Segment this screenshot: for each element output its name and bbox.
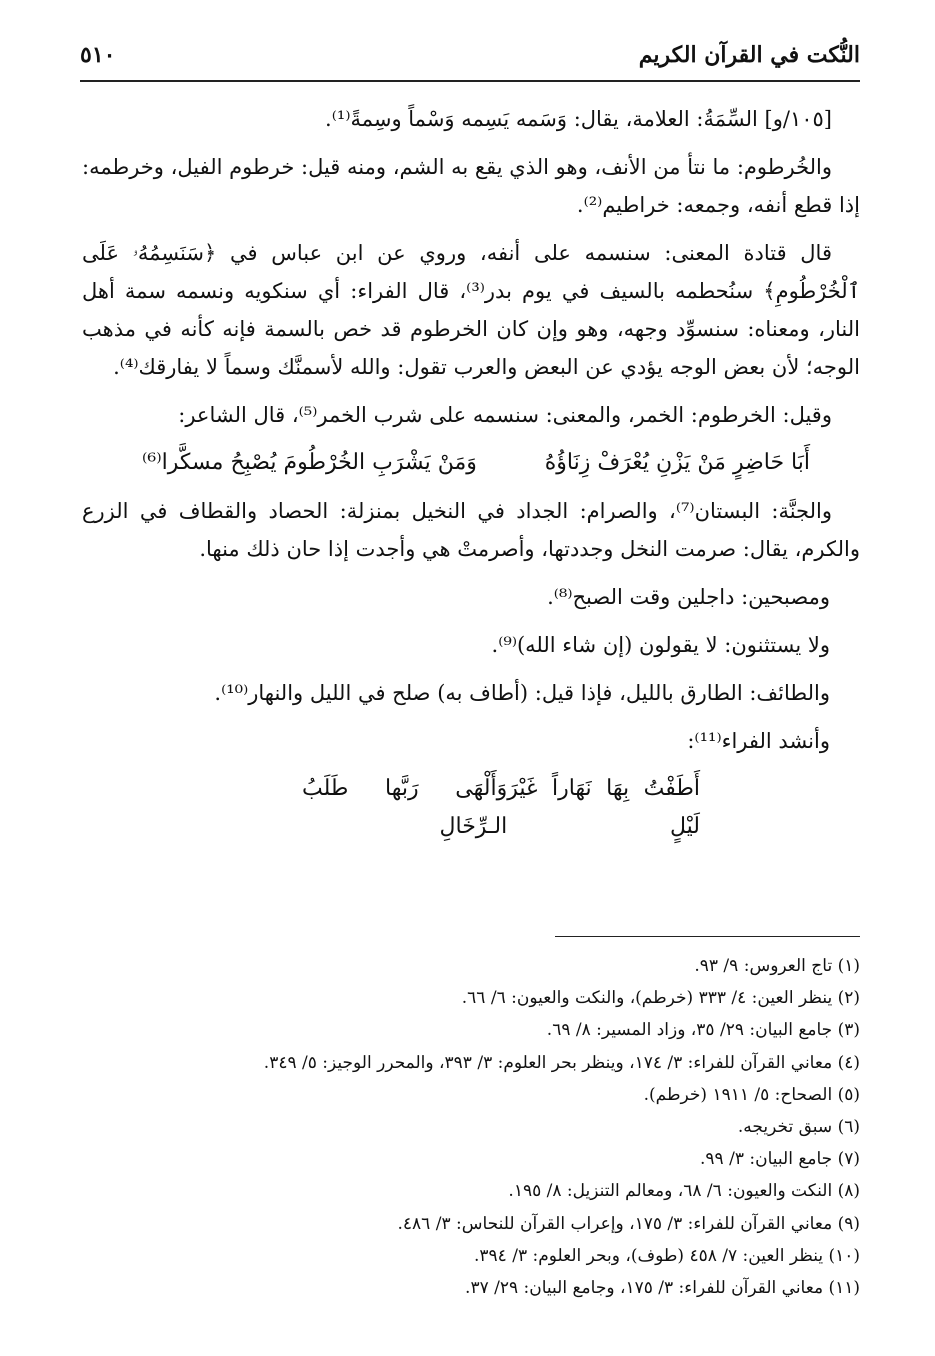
footnote-11: (١١) معاني القرآن للفراء: ٣/ ١٧٥، وجامع البيان: ٢٩/ ٣٧.: [465, 1278, 860, 1299]
running-header: [80, 30, 860, 82]
footnote-10: (١٠) ينظر العين: ٧/ ٤٥٨ (طوف)، وبحر العلوم: ٣/ ٣٩٤.: [474, 1245, 860, 1266]
footnotes: [150, 950, 860, 1304]
footnote-3: (٣) جامع البيان: ٢٩/ ٣٥، وزاد المسير: ٨/ ٦٩.: [546, 1020, 860, 1041]
verse-line-2: [82, 770, 860, 846]
footnote-4: (٤) معاني القرآن للفراء: ٣/ ١٧٤، وينظر بحر العلوم: ٣/ ٣٩٣، والمحرر الوجيز: ٥/ ٣٤٩.: [263, 1052, 860, 1073]
paragraph-musbihin: ومصبحين: داجلين وقت الصبح⁽⁸⁾.: [547, 585, 830, 609]
footnote-7: (٧) جامع البيان: ٣/ ٩٩.: [700, 1149, 860, 1170]
footnote-5: (٥) الصحاح: ٥/ ١٩١١ (خرطم).: [643, 1084, 860, 1105]
main-text: [82, 100, 860, 856]
paragraph-anshad: وأنشد الفراء⁽¹¹⁾:: [687, 729, 830, 753]
paragraph-khurtum: والخُرطوم: ما نتأ من الأنف، وهو الذي يقع به الشم، ومنه قيل: خرطوم الفيل، وخرطمه: إذا قطع أنفه، وجمعه: خراطيم⁽²⁾.: [82, 155, 860, 217]
paragraph-qatada: قال قتادة المعنى: سنسمه على أنفه، وروي عن ابن عباس في ﴿سَنَسِمُهُۥ عَلَى ٱلْخُرْطُومِ﴾ سنُحطمه بالسيف في يوم بدر⁽³⁾، قال الفراء: أي سنكويه ونسمه سمة أهل النار، ومعناه: سنسوِّد وجهه، وهو وإن كان الخرطوم قد خص بالسمة فإنه كأنه في مذهب الوجه؛ لأن بعض الوجه يؤدي عن البعض والعرب تقول: والله لأسمنَّك وسماً لا يفارقك⁽⁴⁾.: [82, 241, 860, 379]
paragraph-khamr: وقيل: الخرطوم: الخمر، والمعنى: سنسمه على شرب الخمر⁽⁵⁾، قال الشاعر:: [178, 403, 832, 427]
verse-2-second-hemistich: وَأَلْهَى رَبَّها طَلَبُ الـرِّخَالِ: [302, 776, 508, 839]
paragraph-yastathnun: ولا يستثنون: لا يقولون (إن شاء الله)⁽⁹⁾.: [491, 633, 830, 657]
verse-1-first-hemistich: أَبَا حَاضِرٍ مَنْ يَزْنِ يُعْرَفْ زِنَاؤُهُ: [544, 450, 810, 475]
footnote-1: (١) تاج العروس: ٩/ ٩٣.: [694, 956, 860, 976]
verse-2-first-hemistich: أَطَفْتُ بِهَا نَهَاراً غَيْرَ لَيْلٍ: [507, 776, 700, 839]
paragraph-taif: والطائف: الطارق بالليل، فإذا قيل: (أطاف به) صلح في الليل والنهار⁽¹⁰⁾.: [214, 681, 830, 705]
paragraph-sima: [١٠٥/و] السِّمَةُ: العلامة، يقال: وَسَمه يَسِمه وَسْماً وسِمةً⁽¹⁾.: [325, 107, 832, 131]
paragraph-janna: والجنَّة: البستان⁽⁷⁾، والصرام: الجداد في النخيل بمنزلة: الحصاد والقطاف في الزرع والكرم، يقال: صرمت النخل وجددتها، وأصرمتْ هي وأجدت إذا حان ذلك منها.: [82, 499, 860, 561]
verse-1-second-hemistich: وَمَنْ يَشْرَبِ الخُرْطُومَ يُصْبِحُ مسكَّرا⁽⁶⁾: [142, 450, 477, 475]
footnote-2: (٢) ينظر العين: ٤/ ٣٣٣ (خرطم)، والنكت والعيون: ٦/ ٦٦.: [461, 988, 860, 1009]
footnote-6: (٦) سبق تخريجه.: [737, 1117, 860, 1138]
page-number: ٥١٠: [80, 42, 116, 68]
footnote-9: (٩) معاني القرآن للفراء: ٣/ ١٧٥، وإعراب القرآن للنحاس: ٣/ ٤٨٦.: [397, 1213, 860, 1234]
footnote-8: (٨) النكت والعيون: ٦/ ٦٨، ومعالم التنزيل: ٨/ ١٩٥.: [508, 1181, 860, 1202]
verse-line-1: [82, 444, 860, 482]
book-title: النُّكت في القرآن الكريم: [638, 42, 860, 68]
footnote-divider: [555, 936, 860, 937]
header-divider: [80, 80, 860, 82]
